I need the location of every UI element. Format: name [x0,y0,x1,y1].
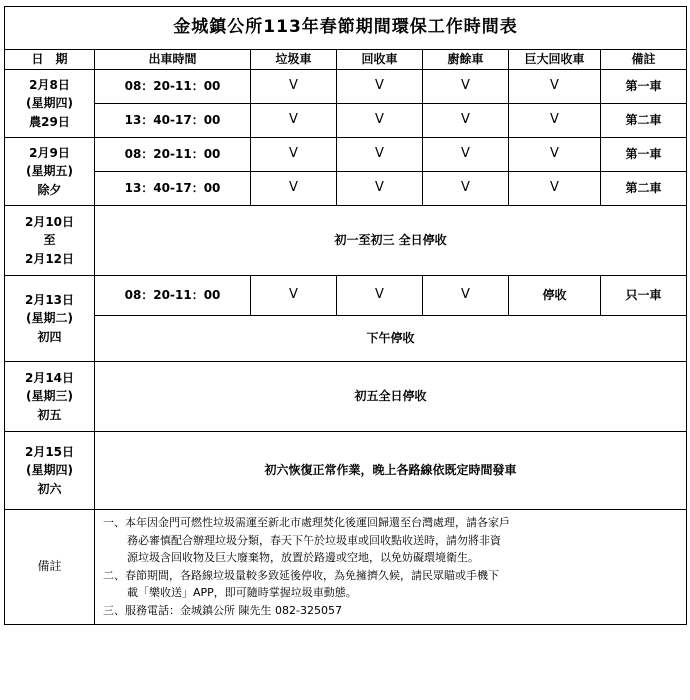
garbage-check: V [251,276,337,316]
header-date: 日 期 [5,50,95,70]
table-row [5,206,687,276]
date-line: 初六 [37,481,62,496]
remarks-label: 備註 [5,510,95,625]
date-cell [5,432,95,510]
date-line: 除夕 [37,182,62,197]
remark-line: 務必審慎配合辦理垃圾分類，春天下午於垃圾車或回收點收送時，請勿將非資 [127,533,501,547]
remark-line: 源垃圾含回收物及巨大廢棄物，放置於路邊或空地，以免妨礙環境衛生。 [127,551,479,565]
date-cell [5,276,95,362]
bulky-check: V [509,70,601,104]
table-row [5,70,687,104]
kitchen-check: V [423,138,509,172]
table-row [5,104,687,138]
garbage-check: V [251,172,337,206]
garbage-check: V [251,104,337,138]
resume-notice: 初六恢復正常作業，晚上各路線依既定時間發車 [95,432,687,510]
date-line: 2月14日 [24,370,75,385]
remark-line: 載「樂收送」APP，即可隨時掌握垃圾車動態。 [127,586,357,600]
header-kitchen-truck: 廚餘車 [423,50,509,70]
date-cell [5,70,95,138]
time-cell: 08：20-11：00 [95,70,251,104]
table-row [5,138,687,172]
date-line: (星期三) [26,389,73,404]
remark-line: 三、服務電話：金城鎮公所 陳先生 082-325057 [103,603,342,617]
time-cell: 13：40-17：00 [95,172,251,206]
closed-notice: 初一至初三 全日停收 [95,206,687,276]
bulky-check: V [509,104,601,138]
date-cell [5,138,95,206]
kitchen-check: V [423,70,509,104]
date-line: 農29日 [29,114,70,129]
bulky-check: V [509,138,601,172]
note-cell: 第二車 [601,172,687,206]
note-cell: 第一車 [601,70,687,104]
header-row [5,50,687,70]
remark-line: 一、本年因金門可燃性垃圾需運至新北市處理焚化後運回歸還至台灣處理，請各家戶 [103,516,510,529]
date-line: (星期四) [26,96,73,111]
date-line: (星期四) [26,463,73,478]
schedule-table [4,6,687,625]
date-line: 2月9日 [29,145,70,160]
bulky-check: 停收 [509,276,601,316]
header-note: 備註 [601,50,687,70]
table-row [5,362,687,432]
page-title: 金城鎮公所113年春節期間環保工作時間表 [5,7,687,50]
date-line: (星期五) [26,164,73,179]
date-line: (星期二) [26,311,73,326]
header-bulky-truck: 巨大回收車 [509,50,601,70]
date-line: 至 [43,233,56,248]
date-cell [5,206,95,276]
recycle-check: V [337,70,423,104]
kitchen-check: V [423,172,509,206]
date-cell [5,362,95,432]
date-line: 2月13日 [24,292,75,307]
note-cell: 第一車 [601,138,687,172]
kitchen-check: V [423,276,509,316]
note-cell: 第二車 [601,104,687,138]
recycle-check: V [337,276,423,316]
garbage-check: V [251,70,337,104]
date-line: 2月12日 [24,251,75,266]
date-line: 2月15日 [24,444,75,459]
time-cell: 08：20-11：00 [95,138,251,172]
date-line: 初四 [37,329,62,344]
table-row [5,432,687,510]
date-line: 2月10日 [24,214,75,229]
table-row [5,276,687,316]
time-cell: 08：20-11：00 [95,276,251,316]
remark-line: 二、春節期間，各路線垃圾量較多致延後停收，為免擁擠久候，請民眾瞄或手機下 [103,568,499,582]
recycle-check: V [337,138,423,172]
recycle-check: V [337,172,423,206]
header-time: 出車時間 [95,50,251,70]
closed-notice: 初五全日停收 [95,362,687,432]
garbage-check: V [251,138,337,172]
header-recycle-truck: 回收車 [337,50,423,70]
header-garbage-truck: 垃圾車 [251,50,337,70]
time-cell: 13：40-17：00 [95,104,251,138]
kitchen-check: V [423,104,509,138]
date-line: 2月8日 [29,77,70,92]
remarks-row [5,510,687,625]
bulky-check: V [509,172,601,206]
date-line: 初五 [37,407,62,422]
schedule-sheet [4,6,686,696]
table-row [5,172,687,206]
table-row [5,316,687,362]
note-cell: 只一車 [601,276,687,316]
remarks-content [95,510,687,625]
afternoon-closed: 下午停收 [95,316,687,362]
recycle-check: V [337,104,423,138]
